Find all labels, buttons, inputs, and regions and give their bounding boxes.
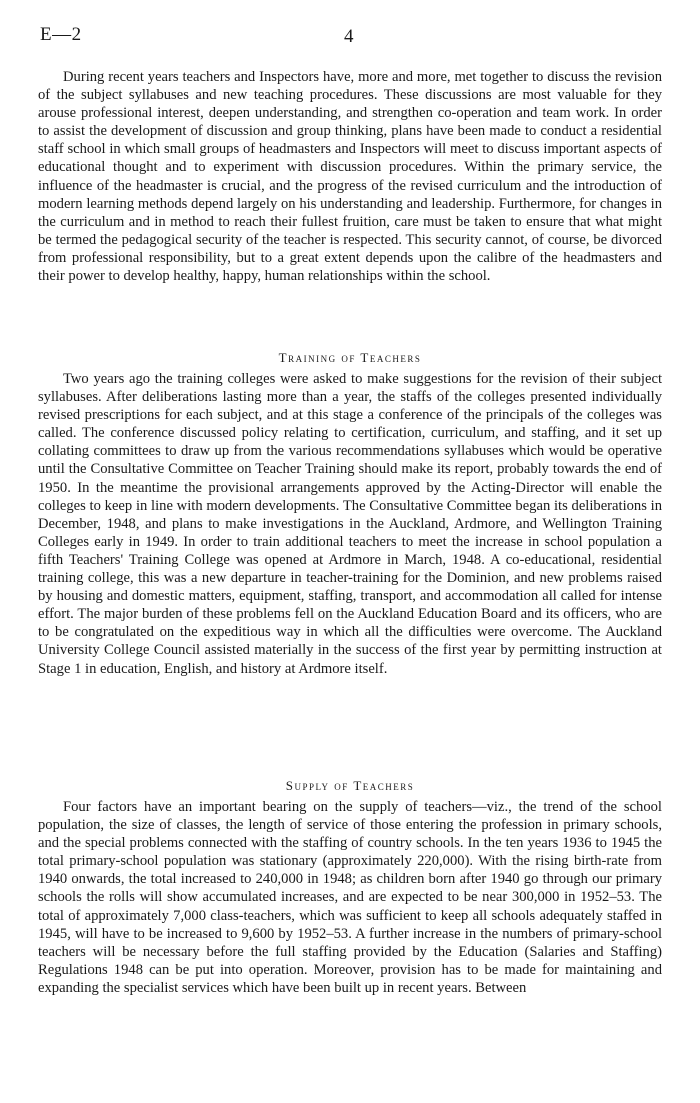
paragraph-text: Two years ago the training colleges were asked to make suggestions for the revision of their subject syllabuses. After deliberations lasting more than a year, the staffs of the colleges presented individually revised prescriptions for each subject, and at this stage a conference of the principals of the colleges was called. The conference discussed policy relating to certification, curriculum, and staffing, and it set up collating committees to draw up from the various recommendations syllabuses which would be operative until the Consultative Committee on Teacher Training should make its report, probably towards the end of 1950. In the meantime the provisional arrangements approved by the Acting-Director will enable the colleges to keep in line with modern developments. The Consultative Committee began its deliberations in December, 1948, and plans to make investigations in the Auckland, Ardmore, and Wellington Training Colleges early in 1949. In order to train additional teachers to meet the increase in school population a fifth Teachers' Training College was opened at Ardmore in March, 1948. A co-educational, residential training college, this was a new departure in teacher-training for the Dominion, and new problems raised by housing and domestic matters, equipment, staffing, transport, and accommodation all called for intense effort. The major burden of these problems fell on the Auckland Education Board and its officers, who are to be congratulated on the expeditious way in which all the difficulties were overcome. The Auckland University College Council assisted materially in the success of the first year by permitting instruction at Stage 1 in education, English, and history at Ardmore itself. [38,371,662,677]
paragraph-staff-school [38,68,662,285]
heading-training-of-teachers: Training of Teachers [278,350,422,365]
paragraph-training [38,370,662,678]
paragraph-text: Four factors have an important bearing on the supply of teachers—viz., the trend of the school population, the size of classes, the length of service of those entering the profession in primary schools, and the special problems connected with the staffing of country schools. In the ten years 1936 to 1945 the total primary-school population was stationary (approximately 220,000). With the rising birth-rate from 1940 onwards, the total increased to 240,000 in 1948; as children born after 1940 go through our primary schools the rolls will show accumulated increases, and are expected to be near 300,000 in 1952–53. The total of approximately 7,000 class-teachers, which was sufficient to keep all schools adequately staffed in 1945, will have to be increased to 9,600 by 1952–53. A further increase in the numbers of primary-school teachers will be necessary before the full staffing provided by the Education (Salaries and Staffing) Regulations 1948 can be put into operation. Moreover, provision has to be made for maintaining and expanding the specialist services which have been built up in recent years. Between [38,799,662,996]
section-code: E—2 [40,24,82,45]
heading-supply-of-teachers: Supply of Teachers [285,778,415,793]
paragraph-text: During recent years teachers and Inspectors have, more and more, met together to discuss the revision of the subject syllabuses and new teaching procedures. These discussions are most valuable for they arouse professional interest, deepen understanding, and strengthen co-operation and team work. In order to assist the development of discussion and group thinking, plans have been made to conduct a residential staff school in which small groups of headmasters and Inspectors will meet to discuss important aspects of educational thought and to experiment with discussion procedures. Within the primary service, the influence of the headmaster is crucial, and the progress of the revised curriculum and the introduction of modern learning methods depend largely on his understanding and leadership. Furthermore, for changes in the curriculum and in method to reach their fullest fruition, care must be taken to ensure that what might be termed the pedagogical security of the teacher is respected. This security cannot, of course, be divorced from professional responsibility, but to a great extent depends upon the calibre of the headmasters and their power to develop healthy, happy, human relationships within the school. [38,69,662,285]
paragraph-supply [38,798,662,997]
page-number: 4 [344,26,354,47]
